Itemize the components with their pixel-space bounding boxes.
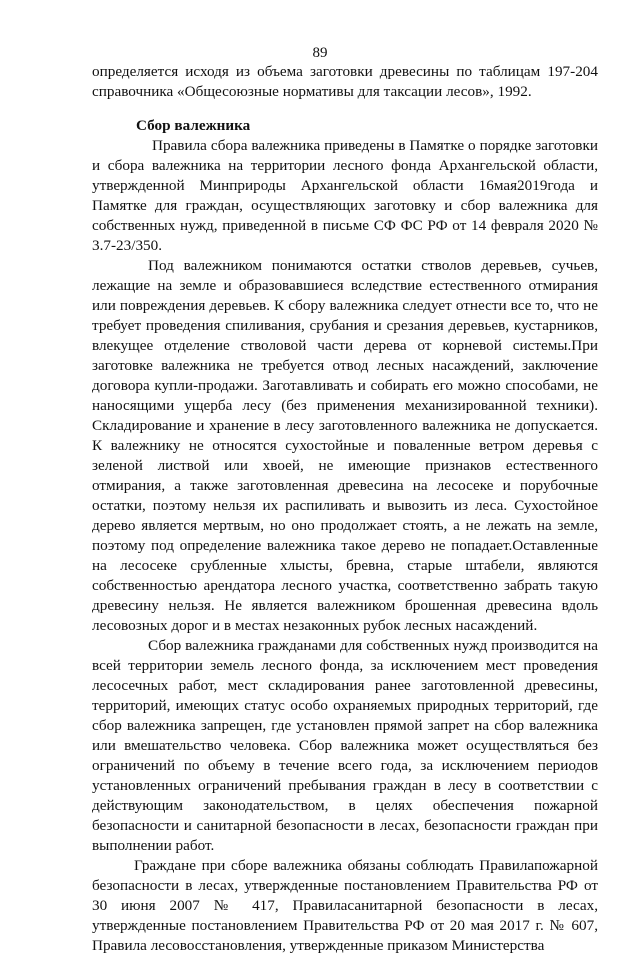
document-body bbox=[92, 44, 598, 956]
paragraph-obligations: Граждане при сборе валежника обязаны соблюдать Правилапожарной безопасности в лесах, утвержденные постановлением Правительства РФ от 30 июня 2007 № 417, Правиласанитарной безопасности в лесах, утвержденные постановлением Правительства РФ от 20 мая 2017 г. № 607, Правила лесовосстановления, утвержденные приказом Министерства bbox=[92, 857, 598, 954]
intro-paragraph: определяется исходя из объема заготовки древесины по таблицам 197-204 справочника «Общесоюзные нормативы для таксации лесов», 1992. bbox=[92, 63, 598, 100]
page-number: 89 bbox=[312, 45, 328, 61]
section-heading: Сбор валежника bbox=[136, 117, 251, 134]
paragraph-rules: Правила сбора валежника приведены в Памятке о порядке заготовки и сбора валежника на территории лесного фонда Архангельской области, утвержденной Минприроды Архангельской области 16мая2019года и Памятке для граждан, осуществляющих заготовку и сбор валежника для собственных нужд, приведенной в письме СФ ФС РФ от 14 февраля 2020 № 3.7-23/350. bbox=[92, 137, 598, 254]
paragraph-definition: Под валежником понимаются остатки стволов деревьев, сучьев, лежащие на земле и образовавшиеся вследствие естественного отмирания или повреждения деревьев. К сбору валежника следует отнести все то, что не требует проведения спиливания, срубания и срезания деревьев, кустарников, влекущее отделение стволовой части дерева от корневой системы.При заготовке валежника не требуется отвод лесных насаждений, заключение договора купли-продажи. Заготавливать и собирать его можно способами, не наносящими ущерба лесу (без применения механизированной техники). Складирование и хранение в лесу заготовленного валежника не допускается. К валежнику не относятся сухостойные и поваленные ветром деревья с зеленой листвой или хвоей, не имеющие признаков естественного отмирания, а также заготовленная древесина на лесосеке и порубочные остатки, поэтому нельзя их распиливать и вывозить из леса. Сухостойное дерево является мертвым, но оно продолжает стоять, а не лежать на земле, поэтому под определение валежника такое дерево не попадает.Оставленные на лесосеке срубленные хлысты, бревна, старые штабели, являются собственностью арендатора лесного участка, соответственно забрать такую древесину нельзя. Не является валежником брошенная древесина вдоль лесовозных дорог и в местах незаконных рубок лесных насаждений. bbox=[92, 257, 598, 634]
paragraph-collection: Сбор валежника гражданами для собственных нужд производится на всей территории земель лесного фонда, за исключением мест проведения лесосечных работ, мест складирования ранее заготовленной древесины, территорий, имеющих статус особо охраняемых природных территорий, где сбор валежника запрещен, где установлен прямой запрет на сбор валежника или вмешательство человека. Сбор валежника может осуществляться без ограничений по объему в течение всего года, за исключением периодов установленных ограничений пребывания граждан в лесу в соответствии с действующим законодательством, в целях обеспечения пожарной безопасности и санитарной безопасности в лесах, безопасности граждан при выполнении работ. bbox=[92, 637, 598, 854]
